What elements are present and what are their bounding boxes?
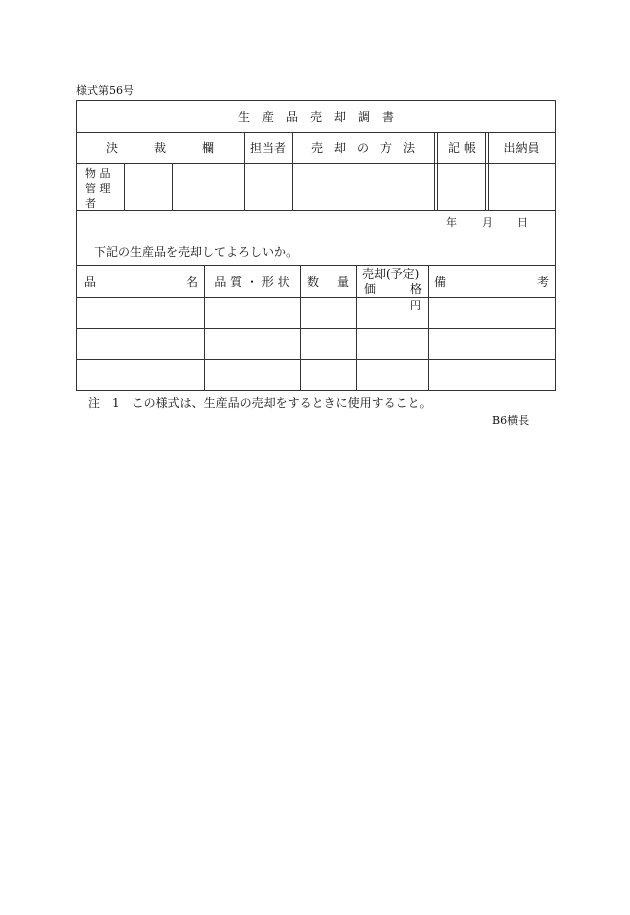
sep-manager-right bbox=[124, 163, 125, 210]
col-sep-quality bbox=[300, 265, 301, 390]
request-text: 下記の生産品を売却してよろしいか。 bbox=[94, 245, 299, 259]
approval-header bbox=[106, 141, 214, 155]
paper-size: B6横長 bbox=[492, 414, 530, 427]
manager-line-2: 管 理 bbox=[85, 182, 111, 195]
remarks-char-1: 備 bbox=[434, 275, 447, 289]
manager-line-1: 物 品 bbox=[85, 167, 111, 180]
col-remarks-header bbox=[434, 275, 549, 289]
form-number: 様式第56号 bbox=[76, 84, 134, 97]
col-item-header bbox=[84, 275, 198, 289]
sep-method-right-a bbox=[434, 132, 435, 210]
col-sep-quantity bbox=[356, 265, 357, 390]
bookkeeping-header bbox=[448, 141, 476, 155]
col-price-header-top: 売却(予定) bbox=[362, 267, 420, 281]
table-row-1-bottom bbox=[76, 328, 556, 329]
goods-manager-label bbox=[85, 166, 111, 211]
price-char-1: 価 bbox=[364, 282, 377, 296]
item-char-1: 品 bbox=[84, 275, 97, 289]
col-price-header-bottom bbox=[364, 282, 422, 296]
yen-unit: 円 bbox=[410, 299, 421, 312]
usage-note: 注 1 この様式は、生産品の売却をするときに使用すること。 bbox=[88, 396, 432, 410]
sep-person-right bbox=[292, 132, 293, 210]
sep-method-right-b bbox=[437, 132, 438, 210]
item-char-2: 名 bbox=[185, 275, 198, 289]
sep-approval-inner bbox=[172, 163, 173, 210]
person-in-charge-header: 担当者 bbox=[249, 141, 286, 155]
book-char-2: 帳 bbox=[463, 141, 476, 155]
approval-bottom-line bbox=[76, 210, 556, 211]
table-top-line bbox=[76, 265, 556, 266]
date-year: 年 bbox=[446, 216, 457, 229]
header-top-line bbox=[76, 132, 556, 133]
header-bottom-line bbox=[76, 163, 556, 164]
approval-char-1: 決 bbox=[106, 141, 119, 155]
method-char-3: の bbox=[356, 141, 369, 155]
col-sep-price bbox=[428, 265, 429, 390]
frame-bottom bbox=[76, 390, 556, 391]
method-char-5: 法 bbox=[402, 141, 415, 155]
col-quality-header: 品 質 ・ 形 状 bbox=[214, 275, 290, 289]
date-day: 日 bbox=[517, 216, 528, 229]
qty-char-1: 数 bbox=[307, 275, 320, 289]
table-header-bottom bbox=[76, 297, 556, 298]
manager-line-3: 者 bbox=[85, 197, 96, 210]
approval-char-2: 裁 bbox=[153, 141, 166, 155]
approval-char-3: 欄 bbox=[201, 141, 214, 155]
form-title: 生 産 品 売 却 調 書 bbox=[237, 110, 394, 124]
method-char-2: 却 bbox=[333, 141, 346, 155]
sep-book-right-a bbox=[485, 132, 486, 210]
qty-char-2: 量 bbox=[336, 275, 349, 289]
remarks-char-2: 考 bbox=[536, 275, 549, 289]
frame-top bbox=[76, 100, 556, 101]
method-char-1: 売 bbox=[311, 141, 324, 155]
date-month: 月 bbox=[482, 216, 493, 229]
table-row-2-bottom bbox=[76, 359, 556, 360]
method-char-4: 方 bbox=[379, 141, 392, 155]
sale-method-header bbox=[311, 141, 415, 155]
cashier-header: 出納員 bbox=[503, 141, 540, 155]
price-char-2: 格 bbox=[409, 282, 422, 296]
frame-right bbox=[555, 100, 556, 391]
col-quantity-header bbox=[307, 275, 349, 289]
book-char-1: 記 bbox=[448, 141, 461, 155]
frame-left bbox=[76, 100, 77, 391]
